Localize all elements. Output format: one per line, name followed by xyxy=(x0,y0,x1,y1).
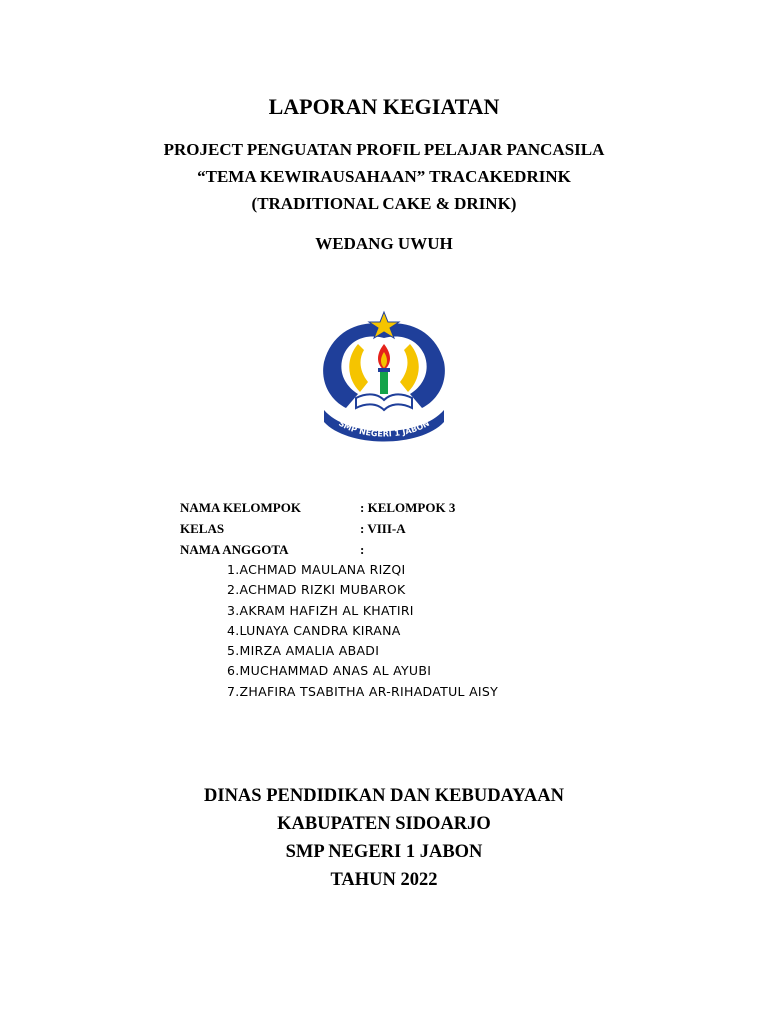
list-item: 7.ZHAFIRA TSABITHA AR-RIHADATUL AISY xyxy=(227,683,499,699)
list-item: 4.LUNAYA CANDRA KIRANA xyxy=(227,622,401,638)
project-subtitle: PROJECT PENGUATAN PROFIL PELAJAR PANCASILA xyxy=(163,140,605,159)
class-value: : VIII-A xyxy=(360,521,406,536)
footer-school: SMP NEGERI 1 JABON xyxy=(285,842,483,862)
list-item: 5.MIRZA AMALIA ABADI xyxy=(227,643,380,659)
list-item: 3.AKRAM HAFIZH AL KHATIRI xyxy=(227,602,414,618)
document-title: LAPORAN KEGIATAN xyxy=(268,94,500,119)
list-item: 2.ACHMAD RIZKI MUBAROK xyxy=(227,582,406,598)
group-value: : KELOMPOK 3 xyxy=(360,500,456,515)
footer-regency: KABUPATEN SIDOARJO xyxy=(277,814,491,834)
class-label: KELAS xyxy=(180,521,225,536)
product-name: WEDANG UWUH xyxy=(315,234,453,253)
list-item: 1.ACHMAD MAULANA RIZQI xyxy=(227,562,406,577)
member-list xyxy=(227,560,498,702)
school-emblem-icon xyxy=(318,308,450,444)
emblem-ribbon-text: SMP NEGERI 1 JABON xyxy=(337,418,431,439)
list-item: 6.MUCHAMMAD ANAS AL AYUBI xyxy=(227,663,432,679)
members-value: : xyxy=(360,542,365,557)
theme-detail: (TRADITIONAL CAKE & DRINK) xyxy=(251,194,517,213)
theme-subtitle: “TEMA KEWIRAUSAHAAN” TRACAKEDRINK xyxy=(197,167,571,186)
footer-year: TAHUN 2022 xyxy=(330,870,438,890)
footer-agency: DINAS PENDIDIKAN DAN KEBUDAYAAN xyxy=(204,786,564,806)
members-label: NAMA ANGGOTA xyxy=(180,542,289,557)
group-label: NAMA KELOMPOK xyxy=(180,500,301,515)
